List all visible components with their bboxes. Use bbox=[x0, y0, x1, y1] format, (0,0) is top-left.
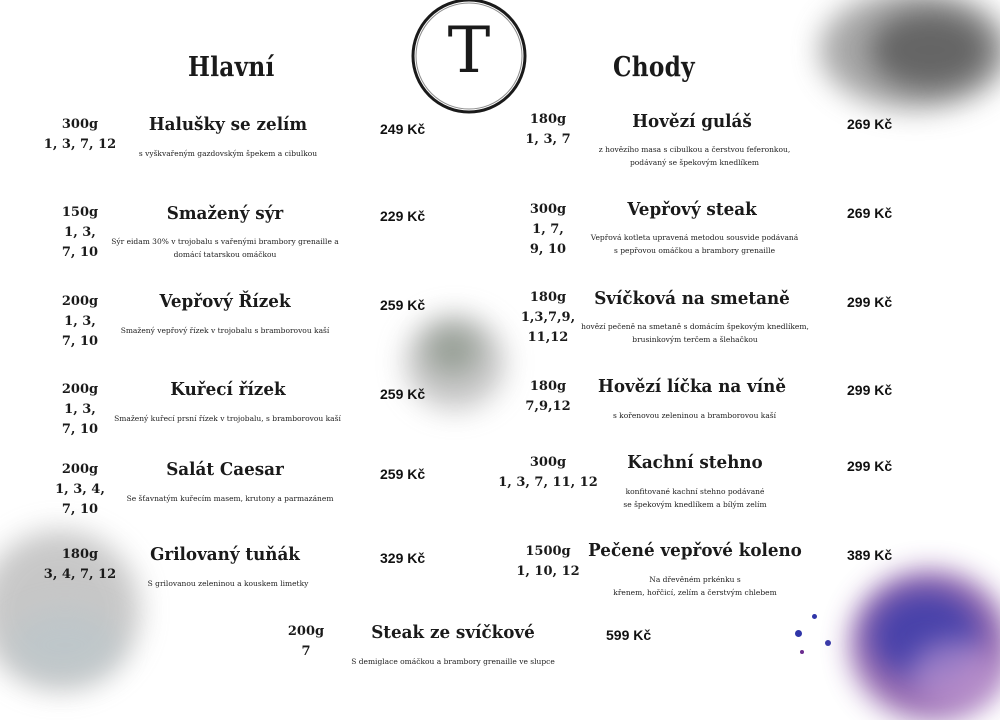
item-allergens: 1, 3, 7 bbox=[525, 132, 571, 147]
item-price: 299 Kč bbox=[847, 382, 893, 398]
item-price: 389 Kč bbox=[847, 547, 893, 563]
item-allergens: 7, 10 bbox=[61, 502, 99, 517]
item-allergens: 1, 3, bbox=[64, 314, 96, 329]
item-description: s kořenovou zeleninou a bramborovou kaší bbox=[612, 411, 777, 420]
item-name: Pečené vepřové koleno bbox=[588, 540, 802, 561]
item-price: 249 Kč bbox=[380, 121, 426, 137]
heading-right: Chody bbox=[613, 52, 695, 83]
item-price: 229 Kč bbox=[380, 208, 426, 224]
item-price: 269 Kč bbox=[847, 205, 893, 221]
item-name: Salát Caesar bbox=[166, 459, 284, 480]
item-allergens: 1, 7, bbox=[532, 222, 564, 237]
item-allergens: 1,3,7,9, bbox=[520, 310, 576, 325]
item-allergens: 7, 10 bbox=[61, 334, 99, 349]
item-allergens: 7, 10 bbox=[61, 422, 99, 437]
item-weight: 200g bbox=[61, 462, 99, 477]
item-weight: 300g bbox=[529, 202, 567, 217]
item-description: S grilovanou zeleninou a kouskem limetky bbox=[147, 579, 309, 588]
item-description: se špekovým knedlíkem a bílým zelím bbox=[623, 500, 767, 509]
watercolor-gray-top-right bbox=[800, 0, 1000, 120]
item-description: Se šťavnatým kuřecím masem, krutony a parmazánem bbox=[126, 494, 334, 503]
item-weight: 180g bbox=[529, 290, 567, 305]
item-weight: 200g bbox=[61, 382, 99, 397]
item-price: 299 Kč bbox=[847, 458, 893, 474]
item-allergens: 9, 10 bbox=[529, 242, 567, 257]
item-allergens: 1, 10, 12 bbox=[516, 564, 580, 579]
item-description: konfitované kachní stehno podávané bbox=[625, 487, 765, 496]
item-allergens: 1, 3, 7, 12 bbox=[43, 137, 117, 152]
item-price: 329 Kč bbox=[380, 550, 426, 566]
heading-left: Hlavní bbox=[188, 52, 275, 83]
item-description: křenem, hořčicí, zelím a čerstvým chlebem bbox=[613, 588, 777, 597]
item-weight: 200g bbox=[287, 624, 325, 639]
item-weight: 200g bbox=[61, 294, 99, 309]
item-name: Svíčková na smetaně bbox=[594, 288, 790, 309]
item-description: z hovězího masa s cibulkou a čerstvou feferonkou, bbox=[598, 145, 791, 154]
item-description: s pepřovou omáčkou a brambory grenaille bbox=[613, 246, 776, 255]
item-price: 299 Kč bbox=[847, 294, 893, 310]
item-description: Smažený kuřecí prsní řízek v trojobalu, s bramborovou kaší bbox=[114, 414, 341, 423]
item-description: hovězí pečeně na smetaně s domácím špekovým knedlíkem, bbox=[581, 322, 809, 331]
item-name: Vepřový steak bbox=[627, 199, 757, 220]
watercolor-gray-center bbox=[395, 305, 515, 425]
item-allergens: 11,12 bbox=[527, 330, 569, 345]
item-name: Steak ze svíčkové bbox=[371, 622, 535, 643]
item-name: Vepřový Řízek bbox=[159, 291, 291, 312]
item-allergens: 3, 4, 7, 12 bbox=[43, 567, 117, 582]
item-name: Hovězí guláš bbox=[632, 111, 752, 132]
item-weight: 1500g bbox=[525, 544, 571, 559]
ink-dots bbox=[790, 600, 870, 680]
item-price: 599 Kč bbox=[606, 627, 652, 643]
item-allergens: 1, 3, bbox=[64, 402, 96, 417]
item-description: Sýr eidam 30% v trojobalu s vařenými brambory grenaille a bbox=[111, 237, 339, 246]
item-allergens: 7 bbox=[301, 644, 311, 659]
item-description: Vepřová kotleta upravená metodou sousvide podávaná bbox=[590, 233, 799, 242]
item-weight: 300g bbox=[529, 455, 567, 470]
item-price: 259 Kč bbox=[380, 466, 426, 482]
item-name: Halušky se zelím bbox=[148, 114, 308, 135]
item-description: domácí tatarskou omáčkou bbox=[173, 250, 277, 259]
item-price: 269 Kč bbox=[847, 116, 893, 132]
item-description: S demiglace omáčkou a brambory grenaille ve slupce bbox=[351, 657, 555, 666]
item-description: s vyškvařeným gazdovským špekem a cibulkou bbox=[138, 149, 318, 158]
item-price: 259 Kč bbox=[380, 297, 426, 313]
item-allergens: 7,9,12 bbox=[525, 399, 571, 414]
logo-letter: T bbox=[447, 14, 491, 88]
item-allergens: 1, 3, 4, bbox=[55, 482, 105, 497]
item-name: Smažený sýr bbox=[166, 203, 284, 224]
item-weight: 150g bbox=[61, 205, 99, 220]
item-name: Hovězí líčka na víně bbox=[597, 376, 786, 397]
item-weight: 180g bbox=[529, 112, 567, 127]
logo bbox=[410, 0, 528, 118]
item-name: Grilovaný tuňák bbox=[150, 544, 300, 565]
item-allergens: 1, 3, bbox=[64, 225, 96, 240]
item-weight: 180g bbox=[529, 379, 567, 394]
item-name: Kachní stehno bbox=[627, 452, 763, 473]
item-allergens: 7, 10 bbox=[61, 245, 99, 260]
item-description: brusinkovým terčem a šlehačkou bbox=[632, 335, 758, 344]
item-allergens: 1, 3, 7, 11, 12 bbox=[498, 475, 598, 490]
item-weight: 180g bbox=[61, 547, 99, 562]
item-price: 259 Kč bbox=[380, 386, 426, 402]
item-description: podávaný se špekovým knedlíkem bbox=[629, 158, 760, 167]
item-description: Na dřevěném prkénku s bbox=[649, 575, 741, 584]
item-description: Smažený vepřový řízek v trojobalu s bramborovou kaší bbox=[120, 326, 330, 335]
item-name: Kuřecí řízek bbox=[170, 379, 286, 400]
item-weight: 300g bbox=[61, 117, 99, 132]
